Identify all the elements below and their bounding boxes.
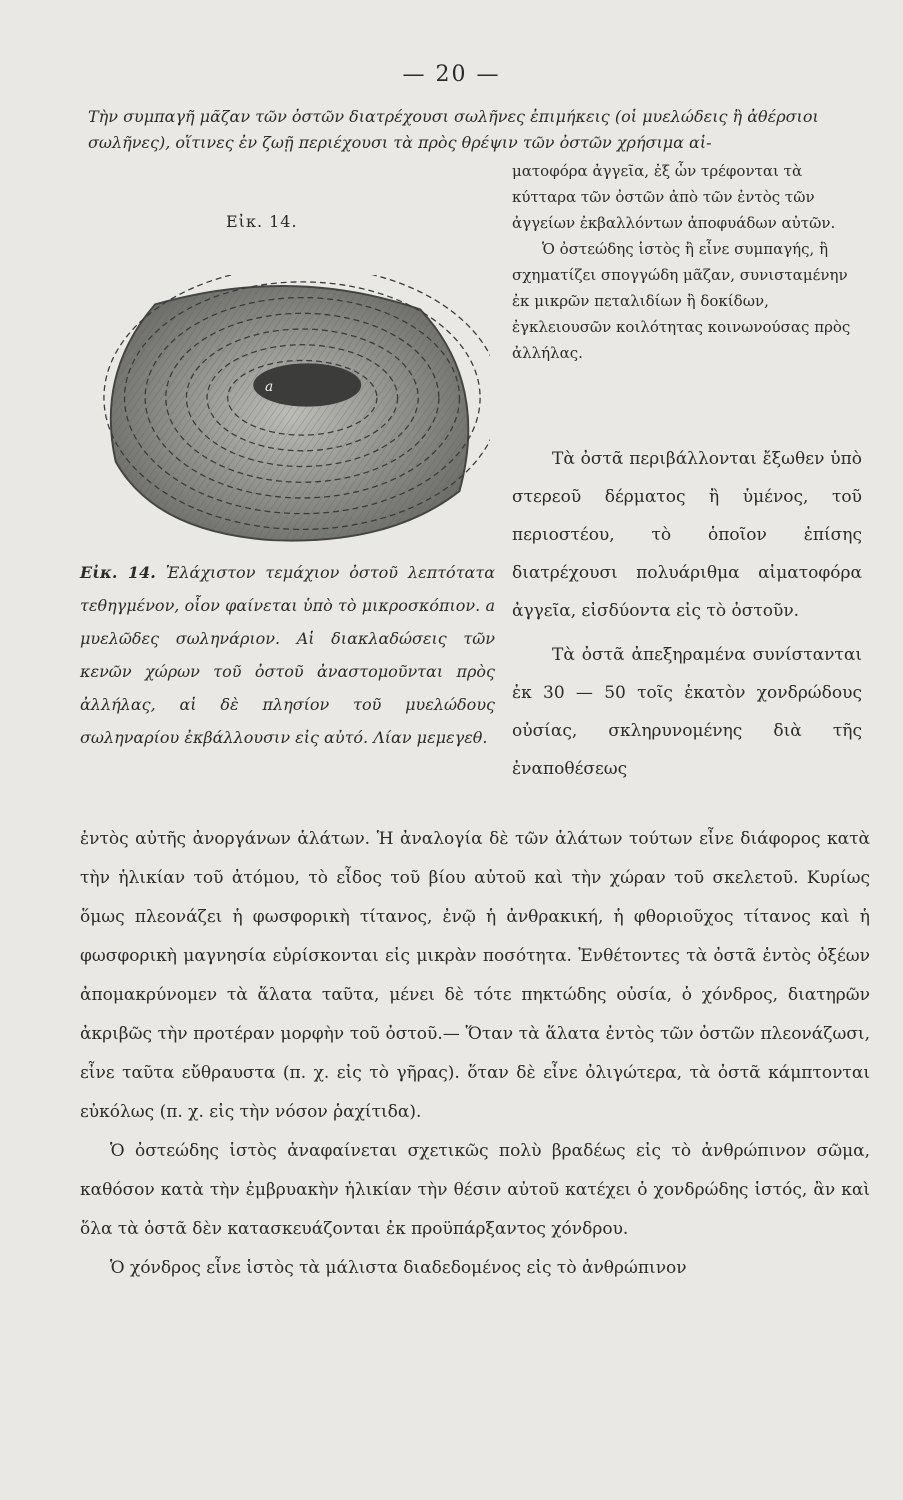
caption-text: Ἐλάχιστον τεμάχιον ὀστοῦ λεπτότατα τεθηγμένον, οἷον φαίνεται ὑπὸ τὸ μικροσκόπιον. a μυελῶδες σωληνάριον. Αἱ διακλαδώσεις τῶν κενῶν χώρων τοῦ ὀστοῦ ἀναστομοῦνται πρὸς ἀλλήλας, αἱ δὲ πλησίον τοῦ μυελώδους σωληναρίου ἐκβάλλουσιν εἰς αὐτό. Λίαν μεμεγεθ. xyxy=(80,563,496,747)
figure-marker: a xyxy=(265,378,274,395)
upper-right-paragraph-1: ματοφόρα ἀγγεῖα, ἐξ ὧν τρέφονται τὰ κύτταρα τῶν ὀστῶν ἀπὸ τῶν ἐντὸς τῶν ἀγγείων ἐκβαλλόντων ἀποφυάδων αὐτῶν. xyxy=(512,162,836,232)
figure-label: Εἰκ. 14. xyxy=(226,212,298,231)
lower-text xyxy=(80,820,870,1288)
bone-section-drawing xyxy=(95,275,490,550)
bone-section-figure xyxy=(95,275,490,550)
lower-paragraph-1: ἐντὸς αὐτῆς ἀνοργάνων ἁλάτων. Ἡ ἀναλογία δὲ τῶν ἁλάτων τούτων εἶνε διάφορος κατὰ τὴν ἡλικίαν τοῦ ἀτόμου, τὸ εἶδος τοῦ βίου αὐτοῦ καὶ τὴν χώραν τοῦ σκελετοῦ. Κυρίως ὅμως πλεονάζει ἡ φωσφορικὴ τίτανος, ἐνῷ ἡ ἀνθρακική, ἡ φθοριοῦχος τίτανος καὶ ἡ φωσφορικὴ μαγνησία εὑρίσκονται εἰς μικρὰν ποσότητα. Ἐνθέτοντες τὰ ὀστᾶ ἐντὸς ὀξέων ἀπομακρύνομεν τὰ ἅλατα ταῦτα, μένει δὲ τότε πηκτώδης οὐσία, ὁ χόνδρος, διατηρῶν ἀκριβῶς τὴν προτέραν μορφὴν τοῦ ὀστοῦ.— Ὅταν τὰ ἅλατα ἐντὸς τῶν ὀστῶν πλεονάζωσι, εἶνε ταῦτα εὔθραυστα (π. χ. εἰς τὸ γῆρας). ὅταν δὲ εἶνε ὀλιγώτερα, τὰ ὀστᾶ κάμπτονται εὐκόλως (π. χ. εἰς τὴν νόσον ῥαχίτιδα). xyxy=(80,829,870,1122)
mid-right-column xyxy=(512,440,862,794)
page-number: — 20 — xyxy=(402,62,501,87)
lower-paragraph-2: Ὁ ὀστεώδης ἱστὸς ἀναφαίνεται σχετικῶς πολὺ βραδέως εἰς τὸ ἀνθρώπινον σῶμα, καθόσον κατὰ τὴν ἐμβρυακὴν ἡλικίαν τὴν θέσιν αὐτοῦ κατέχει ὁ χονδρώδης ἱστός, ἂν καὶ ὅλα τὰ ὀστᾶ δὲν κατασκευάζονται ἐκ προϋπάρξαντος χόνδρου. xyxy=(80,1141,870,1239)
upper-right-paragraph-2: Ὁ ὀστεώδης ἱστὸς ἢ εἶνε συμπαγής, ἢ σχηματίζει σπογγώδη μᾶζαν, συνισταμένην ἐκ μικρῶν πεταλιδίων ἢ δοκίδων, ἐγκλειουσῶν κοιλότητας κοινωνούσας πρὸς ἀλλήλας. xyxy=(512,240,851,362)
intro-paragraph: Τὴν συμπαγῆ μᾶζαν τῶν ὀστῶν διατρέχουσι σωλῆνες ἐπιμήκεις (οἱ μυελώδεις ἢ ἀθέρσιοι σωλῆνες), οἵτινες ἐν ζωῇ περιέχουσι τὰ πρὸς θρέψιν τῶν ὀστῶν χρήσιμα αἱ- xyxy=(88,107,819,152)
figure-caption xyxy=(80,556,495,754)
caption-number: Εἰκ. 14. xyxy=(80,563,156,582)
lower-paragraph-3: Ὁ χόνδρος εἶνε ἱστὸς τὰ μάλιστα διαδεδομένος εἰς τὸ ἀνθρώπινον xyxy=(110,1258,687,1278)
mid-right-paragraph-2: Τὰ ὀστᾶ ἀπεξηραμένα συνίστανται ἐκ 30 — 50 τοῖς ἑκατὸν χονδρώδους οὐσίας, σκληρυνομένης διὰ τῆς ἐναποθέσεως xyxy=(512,645,862,779)
mid-right-paragraph-1: Τὰ ὀστᾶ περιβάλλονται ἔξωθεν ὑπὸ στερεοῦ δέρματος ἢ ὑμένος, τοῦ περιοστέου, τὸ ὁποῖον ἐπίσης διατρέχουσι πολυάριθμα αἱματοφόρα ἀγγεῖα, εἰσδύοντα εἰς τὸ ὀστοῦν. xyxy=(512,449,862,621)
upper-right-column xyxy=(512,158,868,366)
